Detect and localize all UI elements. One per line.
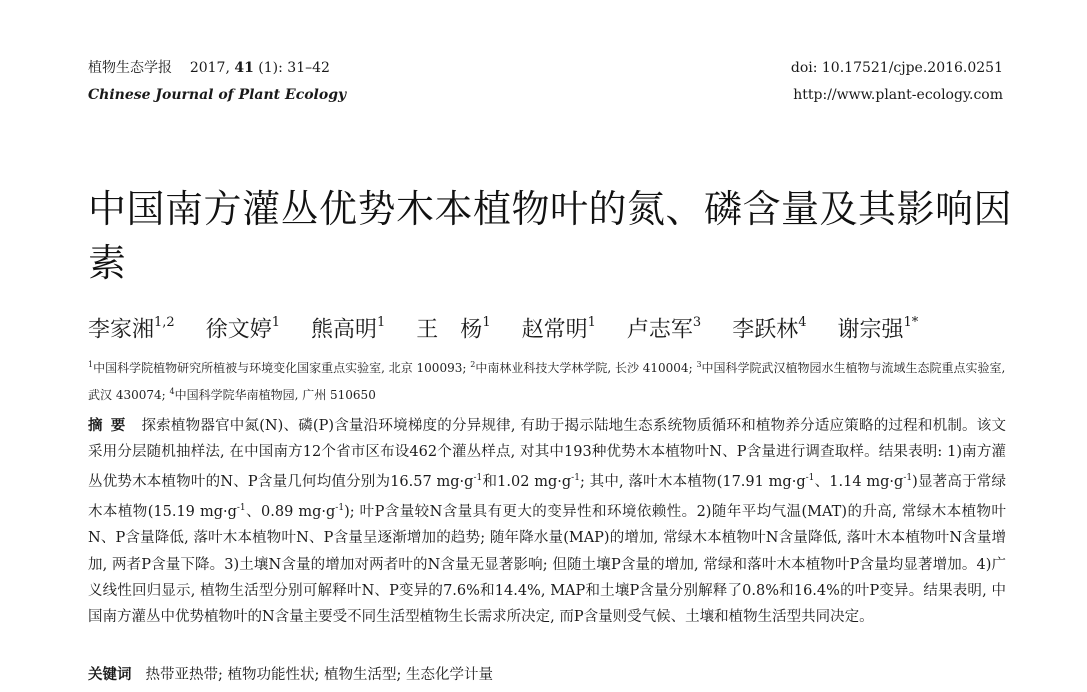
author-list	[88, 308, 1018, 347]
abstract-text: 、1.14 mg·g	[814, 474, 904, 491]
author	[88, 308, 175, 347]
abstract-text: ; 其中, 落叶木本植物(17.91 mg·g	[579, 474, 806, 491]
affiliation-text: 中国科学院华南植物园, 广州 510650	[174, 388, 376, 402]
affil-mark: 4	[169, 387, 175, 396]
keywords-label: 关键词	[88, 667, 132, 683]
author	[416, 308, 490, 347]
unit-exponent: -1	[571, 473, 580, 484]
abstract	[88, 413, 1006, 630]
affil-mark: 2	[470, 360, 476, 369]
author-affil-mark: 1	[271, 315, 280, 330]
author-name: 徐文婷	[205, 317, 272, 343]
author-name: 熊高明	[311, 317, 378, 343]
abstract-text: )显著高于常绿木本植物(15.19 mg·g	[88, 474, 1006, 521]
affiliation-text: 中国科学院植物研究所植被与环境变化国家重点实验室, 北京 100093;	[93, 361, 471, 375]
journal-issue-pages: (1): 31–42	[258, 60, 330, 76]
author	[732, 308, 806, 347]
unit-exponent: -1	[805, 473, 815, 484]
keywords-text: 热带亚热带; 植物功能性状; 植物生活型; 生态化学计量	[145, 667, 493, 683]
journal-volume: 41	[234, 60, 254, 76]
affil-mark: 1	[88, 360, 94, 369]
abstract-text: 和1.02 mg·g	[482, 474, 572, 491]
journal-year: 2017,	[189, 60, 230, 76]
abstract-text: 、0.89 mg·g	[245, 504, 336, 521]
author-name: 李跃林	[732, 317, 799, 343]
affiliations	[88, 353, 1008, 407]
journal-name-en: Chinese Journal of Plant Ecology	[88, 87, 347, 103]
affil-mark: 3	[696, 360, 702, 369]
paper-title: 中国南方灌丛优势木本植物叶的氮、磷含量及其影响因素	[88, 187, 1013, 285]
author-affil-mark: 3	[692, 315, 702, 330]
author-affil-mark: 1,2	[154, 315, 175, 330]
author-name: 谢宗强	[837, 317, 904, 343]
author-affil-mark: 1*	[903, 315, 919, 330]
abstract-text: ); 叶P含量较N含量具有更大的变异性和环境依赖性。2)随年平均气温(MAT)的升高, 常绿木本植物叶N、P含量降低, 落叶木本植物叶N、P含量呈逐渐增加的趋势; 随年降水量(MAP)的增加, 常绿木本植物叶N含量降低, 落叶木本植物叶N含量增加, 两者P含量下降。3)土壤N含量的增加对两者叶的N含量无显著影响; 但随土壤P含量的增加, 常绿和落叶木本植物叶P含量均显著增加。4)广义线性回归显示, 植物生活型分别可解释叶N、P变异的7.6%和14.4%, MAP和土壤P含量分别解释了0.8%和16.4%的叶P变异。结果表明, 中国南方灌丛中优势植物叶的N含量主要受不同生活型植物生长需求所决定, 而P含量则受气候、土壤和植物生活型共同决定。	[88, 504, 1006, 626]
unit-exponent: -1	[903, 473, 913, 484]
author-affil-mark: 4	[798, 315, 807, 330]
abstract-text: 探索植物器官中氮(N)、磷(P)含量沿环境梯度的分异规律, 有助于揭示陆地生态系统物质循环和植物养分适应策略的过程和机制。该文采用分层随机抽样法, 在中国南方12个省市区布设462个灌丛样点, 对其中193种优势木本植物叶N、P含量进行调查取样。结果表明: 1)南方灌丛优势木本植物叶的N、P含量几何均值分别为16.57 mg·g	[88, 418, 1006, 491]
author	[522, 308, 596, 347]
unit-exponent: -1	[236, 503, 246, 514]
author	[206, 308, 280, 347]
author	[627, 308, 701, 347]
journal-header-left	[88, 55, 346, 109]
author-name: 卢志军	[626, 317, 693, 343]
affiliation-text: 中南林业科技大学林学院, 长沙 410004;	[475, 361, 697, 375]
journal-header-right	[791, 55, 1003, 109]
author-affil-mark: 1	[587, 315, 596, 330]
doi: doi: 10.17521/cjpe.2016.0251	[790, 60, 1003, 76]
author-affil-mark: 1	[482, 315, 491, 330]
journal-citation	[88, 55, 346, 82]
abstract-label: 摘要	[88, 418, 134, 434]
unit-exponent: -1	[473, 473, 483, 484]
author-affil-mark: 1	[377, 315, 386, 330]
author-name: 李家湘	[88, 317, 155, 343]
author	[311, 308, 385, 347]
keywords	[88, 662, 1006, 688]
author-name: 赵常明	[521, 317, 588, 343]
affiliation-text: 中国科学院武汉植物园水生植物与流域生态院重点实验室, 武汉 430074;	[88, 361, 1006, 402]
journal-name-cn: 植物生态学报	[88, 60, 172, 76]
unit-exponent: -1	[335, 503, 345, 514]
journal-url[interactable]: http://www.plant-ecology.com	[793, 87, 1003, 103]
author	[837, 308, 918, 347]
author-name: 王 杨	[416, 317, 483, 343]
